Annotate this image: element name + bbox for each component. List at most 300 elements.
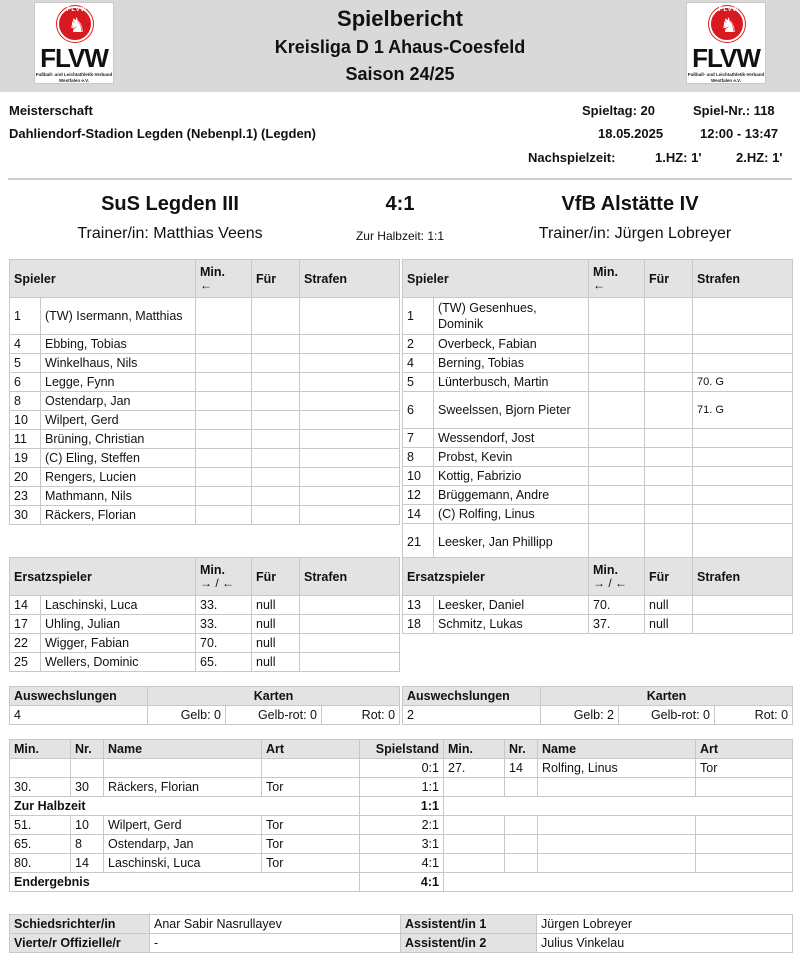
logo-subtitle-2: Westfalen e.V. <box>58 78 89 83</box>
sub-penalty <box>300 596 400 615</box>
sub-for: null <box>252 615 300 634</box>
col-header-type: Art <box>262 740 360 759</box>
sub-number: 18 <box>403 615 434 634</box>
player-sub-minute <box>196 430 252 449</box>
sub-for: null <box>252 596 300 615</box>
player-number: 23 <box>10 487 41 506</box>
assistant-2-label: Assistent/in 2 <box>401 934 537 953</box>
col-header-penalties: Strafen <box>300 260 400 298</box>
home-goal-minute: 51. <box>10 816 71 835</box>
sub-number: 22 <box>10 634 41 653</box>
home-subs-count: 4 <box>10 706 148 725</box>
away-lineup-table <box>402 259 793 561</box>
player-sub-minute <box>589 392 645 429</box>
col-header-penalties: Strafen <box>300 558 400 596</box>
home-goal-minute: 65. <box>10 835 71 854</box>
player-row <box>10 354 400 373</box>
player-number: 10 <box>403 467 434 486</box>
report-header <box>0 0 800 92</box>
col-header-substitute: Ersatzspieler <box>403 558 589 596</box>
player-name: Legge, Fynn <box>41 373 196 392</box>
assistant-2-name: Julius Vinkelau <box>537 934 793 953</box>
away-yellow: Gelb: 2 <box>541 706 619 725</box>
empty-cell <box>444 797 793 816</box>
substitute-row <box>403 615 793 634</box>
col-header-cards: Karten <box>148 687 400 706</box>
home-summary-table <box>9 686 400 725</box>
player-number: 20 <box>10 468 41 487</box>
player-sub-minute <box>196 392 252 411</box>
player-for <box>645 373 693 392</box>
sub-name: Laschinski, Luca <box>41 596 196 615</box>
goals-table <box>9 739 793 892</box>
player-number: 12 <box>403 486 434 505</box>
player-number: 14 <box>403 505 434 524</box>
player-row <box>10 430 400 449</box>
player-for <box>645 335 693 354</box>
player-for <box>252 335 300 354</box>
player-name: Berning, Tobias <box>434 354 589 373</box>
sub-name: Wigger, Fabian <box>41 634 196 653</box>
home-team: SuS Legden III <box>101 193 239 215</box>
away-goal-type <box>696 816 793 835</box>
player-sub-minute <box>589 373 645 392</box>
player-name: Winkelhaus, Nils <box>41 354 196 373</box>
substitute-row <box>10 634 400 653</box>
away-yellow-red: Gelb-rot: 0 <box>619 706 715 725</box>
summary-score: 4:1 <box>360 873 444 892</box>
goal-row <box>10 816 793 835</box>
league-name: Kreisliga D 1 Ahaus-Coesfeld <box>274 37 526 57</box>
player-name: Brüggemann, Andre <box>434 486 589 505</box>
col-header-substitute: Ersatzspieler <box>10 558 196 596</box>
player-name: Kottig, Fabrizio <box>434 467 589 486</box>
home-goal-scorer: Laschinski, Luca <box>104 854 262 873</box>
player-row <box>10 373 400 392</box>
player-for <box>252 392 300 411</box>
player-name: Probst, Kevin <box>434 448 589 467</box>
home-coach: Trainer/in: Matthias Veens <box>77 225 263 242</box>
player-number: 5 <box>403 373 434 392</box>
col-header-nr: Nr. <box>71 740 104 759</box>
away-team: VfB Alstätte IV <box>561 193 699 215</box>
player-row <box>403 467 793 486</box>
player-row <box>403 448 793 467</box>
home-goal-type <box>262 759 360 778</box>
home-goal-type: Tor <box>262 835 360 854</box>
sub-for: null <box>252 634 300 653</box>
player-for <box>645 392 693 429</box>
sub-for: null <box>645 615 693 634</box>
player-row <box>403 335 793 354</box>
running-score: 0:1 <box>360 759 444 778</box>
player-name: Wessendorf, Jost <box>434 429 589 448</box>
player-penalty <box>300 373 400 392</box>
player-penalty <box>300 335 400 354</box>
col-header-min: Min. ← <box>196 260 252 298</box>
player-penalty <box>693 505 793 524</box>
home-goal-scorer <box>104 759 262 778</box>
away-summary-table <box>402 686 793 725</box>
away-goal-number <box>505 778 538 797</box>
player-number: 10 <box>10 411 41 430</box>
sub-name: Wellers, Dominic <box>41 653 196 672</box>
home-goal-scorer: Wilpert, Gerd <box>104 816 262 835</box>
player-penalty <box>693 467 793 486</box>
player-row <box>403 373 793 392</box>
officials-table <box>9 914 793 953</box>
player-for <box>252 411 300 430</box>
sub-minute: 65. <box>196 653 252 672</box>
sub-name: Schmitz, Lukas <box>434 615 589 634</box>
player-penalty <box>693 524 793 561</box>
player-name: Wilpert, Gerd <box>41 411 196 430</box>
player-row <box>10 487 400 506</box>
player-row <box>10 449 400 468</box>
player-name: (TW) Isermann, Matthias <box>41 298 196 335</box>
player-for <box>645 298 693 335</box>
player-sub-minute <box>196 506 252 525</box>
halftime-score: Zur Halbzeit: 1:1 <box>355 229 445 243</box>
home-goal-number: 30 <box>71 778 104 797</box>
away-goal-minute: 27. <box>444 759 505 778</box>
player-row <box>403 392 793 429</box>
sub-penalty <box>693 596 793 615</box>
summary-label: Endergebnis <box>10 873 360 892</box>
player-penalty <box>693 429 793 448</box>
player-row <box>403 486 793 505</box>
player-sub-minute <box>589 354 645 373</box>
col-header-nr: Nr. <box>505 740 538 759</box>
score-summary-row <box>10 873 793 892</box>
col-header-cards: Karten <box>541 687 793 706</box>
substitute-row <box>403 596 793 615</box>
goal-row <box>10 778 793 797</box>
home-goal-number: 14 <box>71 854 104 873</box>
player-number: 1 <box>403 298 434 335</box>
player-name: Ebbing, Tobias <box>41 335 196 354</box>
sub-penalty <box>300 653 400 672</box>
player-sub-minute <box>196 468 252 487</box>
player-row <box>10 392 400 411</box>
col-header-for: Für <box>252 260 300 298</box>
home-goal-type: Tor <box>262 816 360 835</box>
player-row <box>403 298 793 335</box>
player-row <box>10 506 400 525</box>
logo-subtitle-1: Fußball- und Leichtathletik-Verband <box>35 72 113 77</box>
player-for <box>645 486 693 505</box>
fourth-official-label: Vierte/r Offizielle/r <box>10 934 150 953</box>
player-row <box>403 429 793 448</box>
home-goal-number: 8 <box>71 835 104 854</box>
player-sub-minute <box>196 373 252 392</box>
sub-number: 25 <box>10 653 41 672</box>
referee-label: Schiedsrichter/in <box>10 915 150 934</box>
season: Saison 24/25 <box>345 64 455 84</box>
player-number: 21 <box>403 524 434 561</box>
player-sub-minute <box>196 449 252 468</box>
sub-number: 14 <box>10 596 41 615</box>
away-goal-scorer: Rolfing, Linus <box>538 759 696 778</box>
player-for <box>645 429 693 448</box>
player-sub-minute <box>589 524 645 561</box>
col-header-min: Min. <box>444 740 505 759</box>
player-sub-minute <box>589 429 645 448</box>
assistant-1-label: Assistent/in 1 <box>401 915 537 934</box>
player-row <box>403 524 793 561</box>
away-red: Rot: 0 <box>715 706 793 725</box>
matchday: Spieltag: 20 <box>582 103 655 118</box>
running-score: 3:1 <box>360 835 444 854</box>
away-goal-number <box>505 835 538 854</box>
player-for <box>252 449 300 468</box>
player-sub-minute <box>589 298 645 335</box>
player-number: 19 <box>10 449 41 468</box>
goal-row <box>10 835 793 854</box>
referee-name: Anar Sabir Nasrullayev <box>150 915 401 934</box>
fourth-official-name: - <box>150 934 401 953</box>
substitute-row <box>10 653 400 672</box>
overtime-second-half: 2.HZ: 1' <box>736 150 783 165</box>
player-number: 1 <box>10 298 41 335</box>
player-penalty <box>693 448 793 467</box>
away-goal-type <box>696 854 793 873</box>
away-goal-type <box>696 835 793 854</box>
empty-cell <box>444 873 793 892</box>
running-score: 2:1 <box>360 816 444 835</box>
logo-wordmark: FLVW <box>40 43 108 73</box>
player-sub-minute <box>589 448 645 467</box>
player-number: 5 <box>10 354 41 373</box>
player-penalty <box>693 354 793 373</box>
home-lineup-table <box>9 259 400 525</box>
away-goal-number <box>505 854 538 873</box>
player-sub-minute <box>589 467 645 486</box>
player-penalty <box>693 335 793 354</box>
player-penalty <box>693 298 793 335</box>
player-penalty <box>300 506 400 525</box>
away-goal-scorer <box>538 816 696 835</box>
away-goal-type: Tor <box>696 759 793 778</box>
player-number: 6 <box>403 392 434 429</box>
away-goal-scorer <box>538 835 696 854</box>
player-penalty: 71. G <box>693 392 793 429</box>
away-goal-minute <box>444 816 505 835</box>
home-red: Rot: 0 <box>322 706 400 725</box>
col-header-score: Spielstand <box>360 740 444 759</box>
overtime-label: Nachspielzeit: <box>528 150 616 165</box>
col-header-min: Min. → / ← <box>589 558 645 596</box>
away-goal-number <box>505 816 538 835</box>
player-for <box>645 448 693 467</box>
player-number: 11 <box>10 430 41 449</box>
player-penalty <box>300 487 400 506</box>
player-sub-minute <box>589 335 645 354</box>
player-sub-minute <box>589 505 645 524</box>
final-score: 4:1 <box>385 193 415 215</box>
player-sub-minute <box>196 354 252 373</box>
away-coach: Trainer/in: Jürgen Lobreyer <box>538 225 732 242</box>
sub-minute: 37. <box>589 615 645 634</box>
away-goal-number: 14 <box>505 759 538 778</box>
player-row <box>10 411 400 430</box>
player-name: Rengers, Lucien <box>41 468 196 487</box>
player-for <box>252 354 300 373</box>
substitute-row <box>10 615 400 634</box>
col-header-substitutions: Auswechslungen <box>10 687 148 706</box>
summary-label: Zur Halbzeit <box>10 797 360 816</box>
player-for <box>252 298 300 335</box>
home-goal-minute: 30. <box>10 778 71 797</box>
player-for <box>645 524 693 561</box>
col-header-player: Spieler <box>10 260 196 298</box>
sub-minute: 70. <box>589 596 645 615</box>
player-sub-minute <box>196 411 252 430</box>
away-goal-scorer <box>538 778 696 797</box>
col-header-min: Min. ← <box>589 260 645 298</box>
away-goal-type <box>696 778 793 797</box>
player-number: 2 <box>403 335 434 354</box>
player-number: 30 <box>10 506 41 525</box>
away-goal-minute <box>444 854 505 873</box>
sub-number: 13 <box>403 596 434 615</box>
home-goal-type: Tor <box>262 778 360 797</box>
col-header-substitutions: Auswechslungen <box>403 687 541 706</box>
sub-name: Uhling, Julian <box>41 615 196 634</box>
sub-penalty <box>300 634 400 653</box>
player-name: Overbeck, Fabian <box>434 335 589 354</box>
col-header-penalties: Strafen <box>693 558 793 596</box>
player-name: Brüning, Christian <box>41 430 196 449</box>
player-for <box>645 354 693 373</box>
player-penalty <box>300 392 400 411</box>
col-header-min: Min. <box>10 740 71 759</box>
player-row <box>403 505 793 524</box>
col-header-player: Spieler <box>403 260 589 298</box>
player-number: 6 <box>10 373 41 392</box>
home-goal-scorer: Räckers, Florian <box>104 778 262 797</box>
home-yellow: Gelb: 0 <box>148 706 226 725</box>
substitute-row <box>10 596 400 615</box>
horse-emblem-icon: FLVW ♞ <box>57 6 93 42</box>
player-for <box>645 467 693 486</box>
home-goal-minute: 80. <box>10 854 71 873</box>
player-penalty <box>300 468 400 487</box>
col-header-penalties: Strafen <box>693 260 793 298</box>
player-penalty <box>693 486 793 505</box>
sub-name: Leesker, Daniel <box>434 596 589 615</box>
player-name: Lünterbusch, Martin <box>434 373 589 392</box>
player-for <box>252 373 300 392</box>
player-name: (C) Eling, Steffen <box>41 449 196 468</box>
sub-for: null <box>645 596 693 615</box>
away-goal-scorer <box>538 854 696 873</box>
player-penalty: 70. G <box>693 373 793 392</box>
player-penalty <box>300 411 400 430</box>
divider <box>8 178 792 180</box>
report-title: Spielbericht <box>337 6 463 31</box>
player-for <box>252 430 300 449</box>
running-score: 4:1 <box>360 854 444 873</box>
assistant-1-name: Jürgen Lobreyer <box>537 915 793 934</box>
running-score: 1:1 <box>360 778 444 797</box>
player-name: (C) Rolfing, Linus <box>434 505 589 524</box>
sub-minute: 33. <box>196 596 252 615</box>
match-date: 18.05.2025 <box>598 126 664 141</box>
player-number: 4 <box>403 354 434 373</box>
player-name: Ostendarp, Jan <box>41 392 196 411</box>
competition: Meisterschaft <box>9 103 93 118</box>
player-penalty <box>300 298 400 335</box>
player-sub-minute <box>196 487 252 506</box>
player-for <box>252 487 300 506</box>
away-goal-minute <box>444 835 505 854</box>
col-header-for: Für <box>645 558 693 596</box>
summary-score: 1:1 <box>360 797 444 816</box>
sub-minute: 70. <box>196 634 252 653</box>
score-summary-row <box>10 797 793 816</box>
player-number: 4 <box>10 335 41 354</box>
player-row <box>403 354 793 373</box>
sub-penalty <box>300 615 400 634</box>
player-penalty <box>300 449 400 468</box>
player-penalty <box>300 430 400 449</box>
match-time: 12:00 - 13:47 <box>700 126 779 141</box>
player-number: 8 <box>10 392 41 411</box>
player-for <box>252 468 300 487</box>
away-subs-count: 2 <box>403 706 541 725</box>
player-number: 7 <box>403 429 434 448</box>
logo-ring-text: FLVW <box>66 7 88 13</box>
col-header-min: Min. → / ← <box>196 558 252 596</box>
sub-for: null <box>252 653 300 672</box>
col-header-name: Name <box>104 740 262 759</box>
player-for <box>645 505 693 524</box>
player-row <box>10 298 400 335</box>
sub-minute: 33. <box>196 615 252 634</box>
logo-subtitle-2: Westfalen e.V. <box>710 78 741 83</box>
home-goal-minute <box>10 759 71 778</box>
home-goal-type: Tor <box>262 854 360 873</box>
home-substitutes-table <box>9 557 400 672</box>
player-name: (TW) Gesenhues, Dominik <box>434 298 589 335</box>
player-number: 8 <box>403 448 434 467</box>
player-row <box>10 335 400 354</box>
player-sub-minute <box>589 486 645 505</box>
horse-emblem-icon: FLVW ♞ <box>709 6 745 42</box>
overtime-first-half: 1.HZ: 1' <box>655 150 702 165</box>
player-name: Mathmann, Nils <box>41 487 196 506</box>
sub-penalty <box>693 615 793 634</box>
player-name: Räckers, Florian <box>41 506 196 525</box>
goal-row <box>10 759 793 778</box>
player-for <box>252 506 300 525</box>
match-number: Spiel-Nr.: 118 <box>693 103 775 118</box>
player-sub-minute <box>196 298 252 335</box>
col-header-for: Für <box>645 260 693 298</box>
col-header-name: Name <box>538 740 696 759</box>
logo-wordmark: FLVW <box>692 43 760 73</box>
player-name: Sweelssen, Bjorn Pieter <box>434 392 589 429</box>
sub-number: 17 <box>10 615 41 634</box>
col-header-for: Für <box>252 558 300 596</box>
player-sub-minute <box>196 335 252 354</box>
player-name: Leesker, Jan Phillipp <box>434 524 589 561</box>
away-substitutes-table <box>402 557 793 634</box>
home-yellow-red: Gelb-rot: 0 <box>226 706 322 725</box>
home-goal-number <box>71 759 104 778</box>
venue: Dahliendorf-Stadion Legden (Nebenpl.1) (Legden) <box>9 126 316 141</box>
